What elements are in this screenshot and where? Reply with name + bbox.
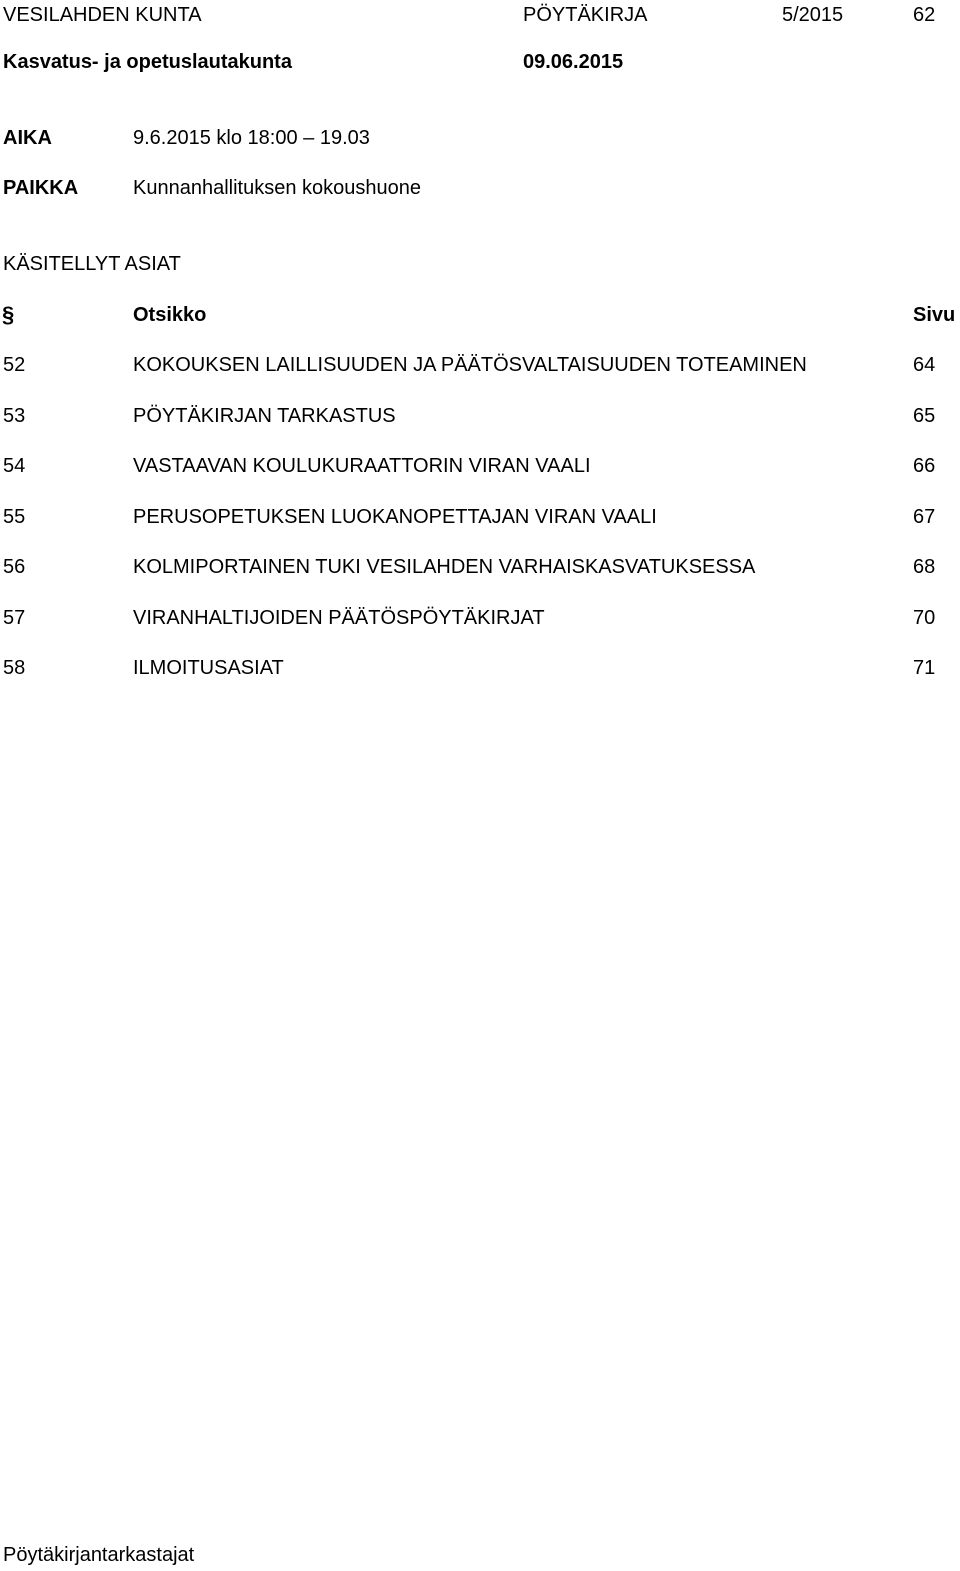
place-label: PAIKKA	[3, 177, 79, 199]
item-number: 56	[3, 556, 26, 578]
title-column-header: Otsikko	[133, 304, 207, 326]
agenda-item[interactable]	[0, 606, 960, 630]
organization-name: VESILAHDEN KUNTA	[3, 4, 202, 26]
item-page: 68	[913, 556, 936, 578]
item-number: 57	[3, 607, 26, 629]
item-page: 70	[913, 607, 936, 629]
item-page: 65	[913, 405, 936, 427]
meeting-date: 09.06.2015	[523, 51, 624, 73]
agenda-item[interactable]	[0, 505, 960, 529]
item-title: ILMOITUSASIAT	[133, 657, 284, 679]
item-title: PERUSOPETUKSEN LUOKANOPETTAJAN VIRAN VAALI	[133, 506, 657, 528]
agenda-item[interactable]	[0, 555, 960, 579]
item-page: 67	[913, 506, 936, 528]
page-number: 62	[913, 4, 936, 26]
time-value: 9.6.2015 klo 18:00 – 19.03	[133, 127, 370, 149]
item-title: VASTAAVAN KOULUKURAATTORIN VIRAN VAALI	[133, 455, 591, 477]
document-number: 5/2015	[782, 4, 844, 26]
document-type: PÖYTÄKIRJA	[523, 4, 648, 26]
item-page: 64	[913, 354, 936, 376]
item-number: 53	[3, 405, 26, 427]
time-label: AIKA	[3, 127, 52, 149]
item-page: 71	[913, 657, 936, 679]
item-title: VIRANHALTIJOIDEN PÄÄTÖSPÖYTÄKIRJAT	[133, 607, 545, 629]
item-number: 55	[3, 506, 26, 528]
footer-label: Pöytäkirjantarkastajat	[3, 1544, 195, 1566]
item-page: 66	[913, 455, 936, 477]
agenda-item[interactable]	[0, 404, 960, 428]
agenda-item[interactable]	[0, 353, 960, 377]
item-title: KOKOUKSEN LAILLISUUDEN JA PÄÄTÖSVALTAISUUDEN TOTEAMINEN	[133, 354, 807, 376]
place-value: Kunnanhallituksen kokoushuone	[133, 177, 421, 199]
section-title: KÄSITELLYT ASIAT	[3, 253, 181, 275]
board-name: Kasvatus- ja opetuslautakunta	[3, 51, 292, 73]
item-number: 52	[3, 354, 26, 376]
item-number: 58	[3, 657, 26, 679]
agenda-item[interactable]	[0, 656, 960, 680]
page-column-header: Sivu	[913, 304, 956, 326]
item-title: PÖYTÄKIRJAN TARKASTUS	[133, 405, 396, 427]
item-number: 54	[3, 455, 26, 477]
agenda-item[interactable]	[0, 454, 960, 478]
item-title: KOLMIPORTAINEN TUKI VESILAHDEN VARHAISKASVATUKSESSA	[133, 556, 756, 578]
paragraph-icon: §	[2, 302, 15, 327]
